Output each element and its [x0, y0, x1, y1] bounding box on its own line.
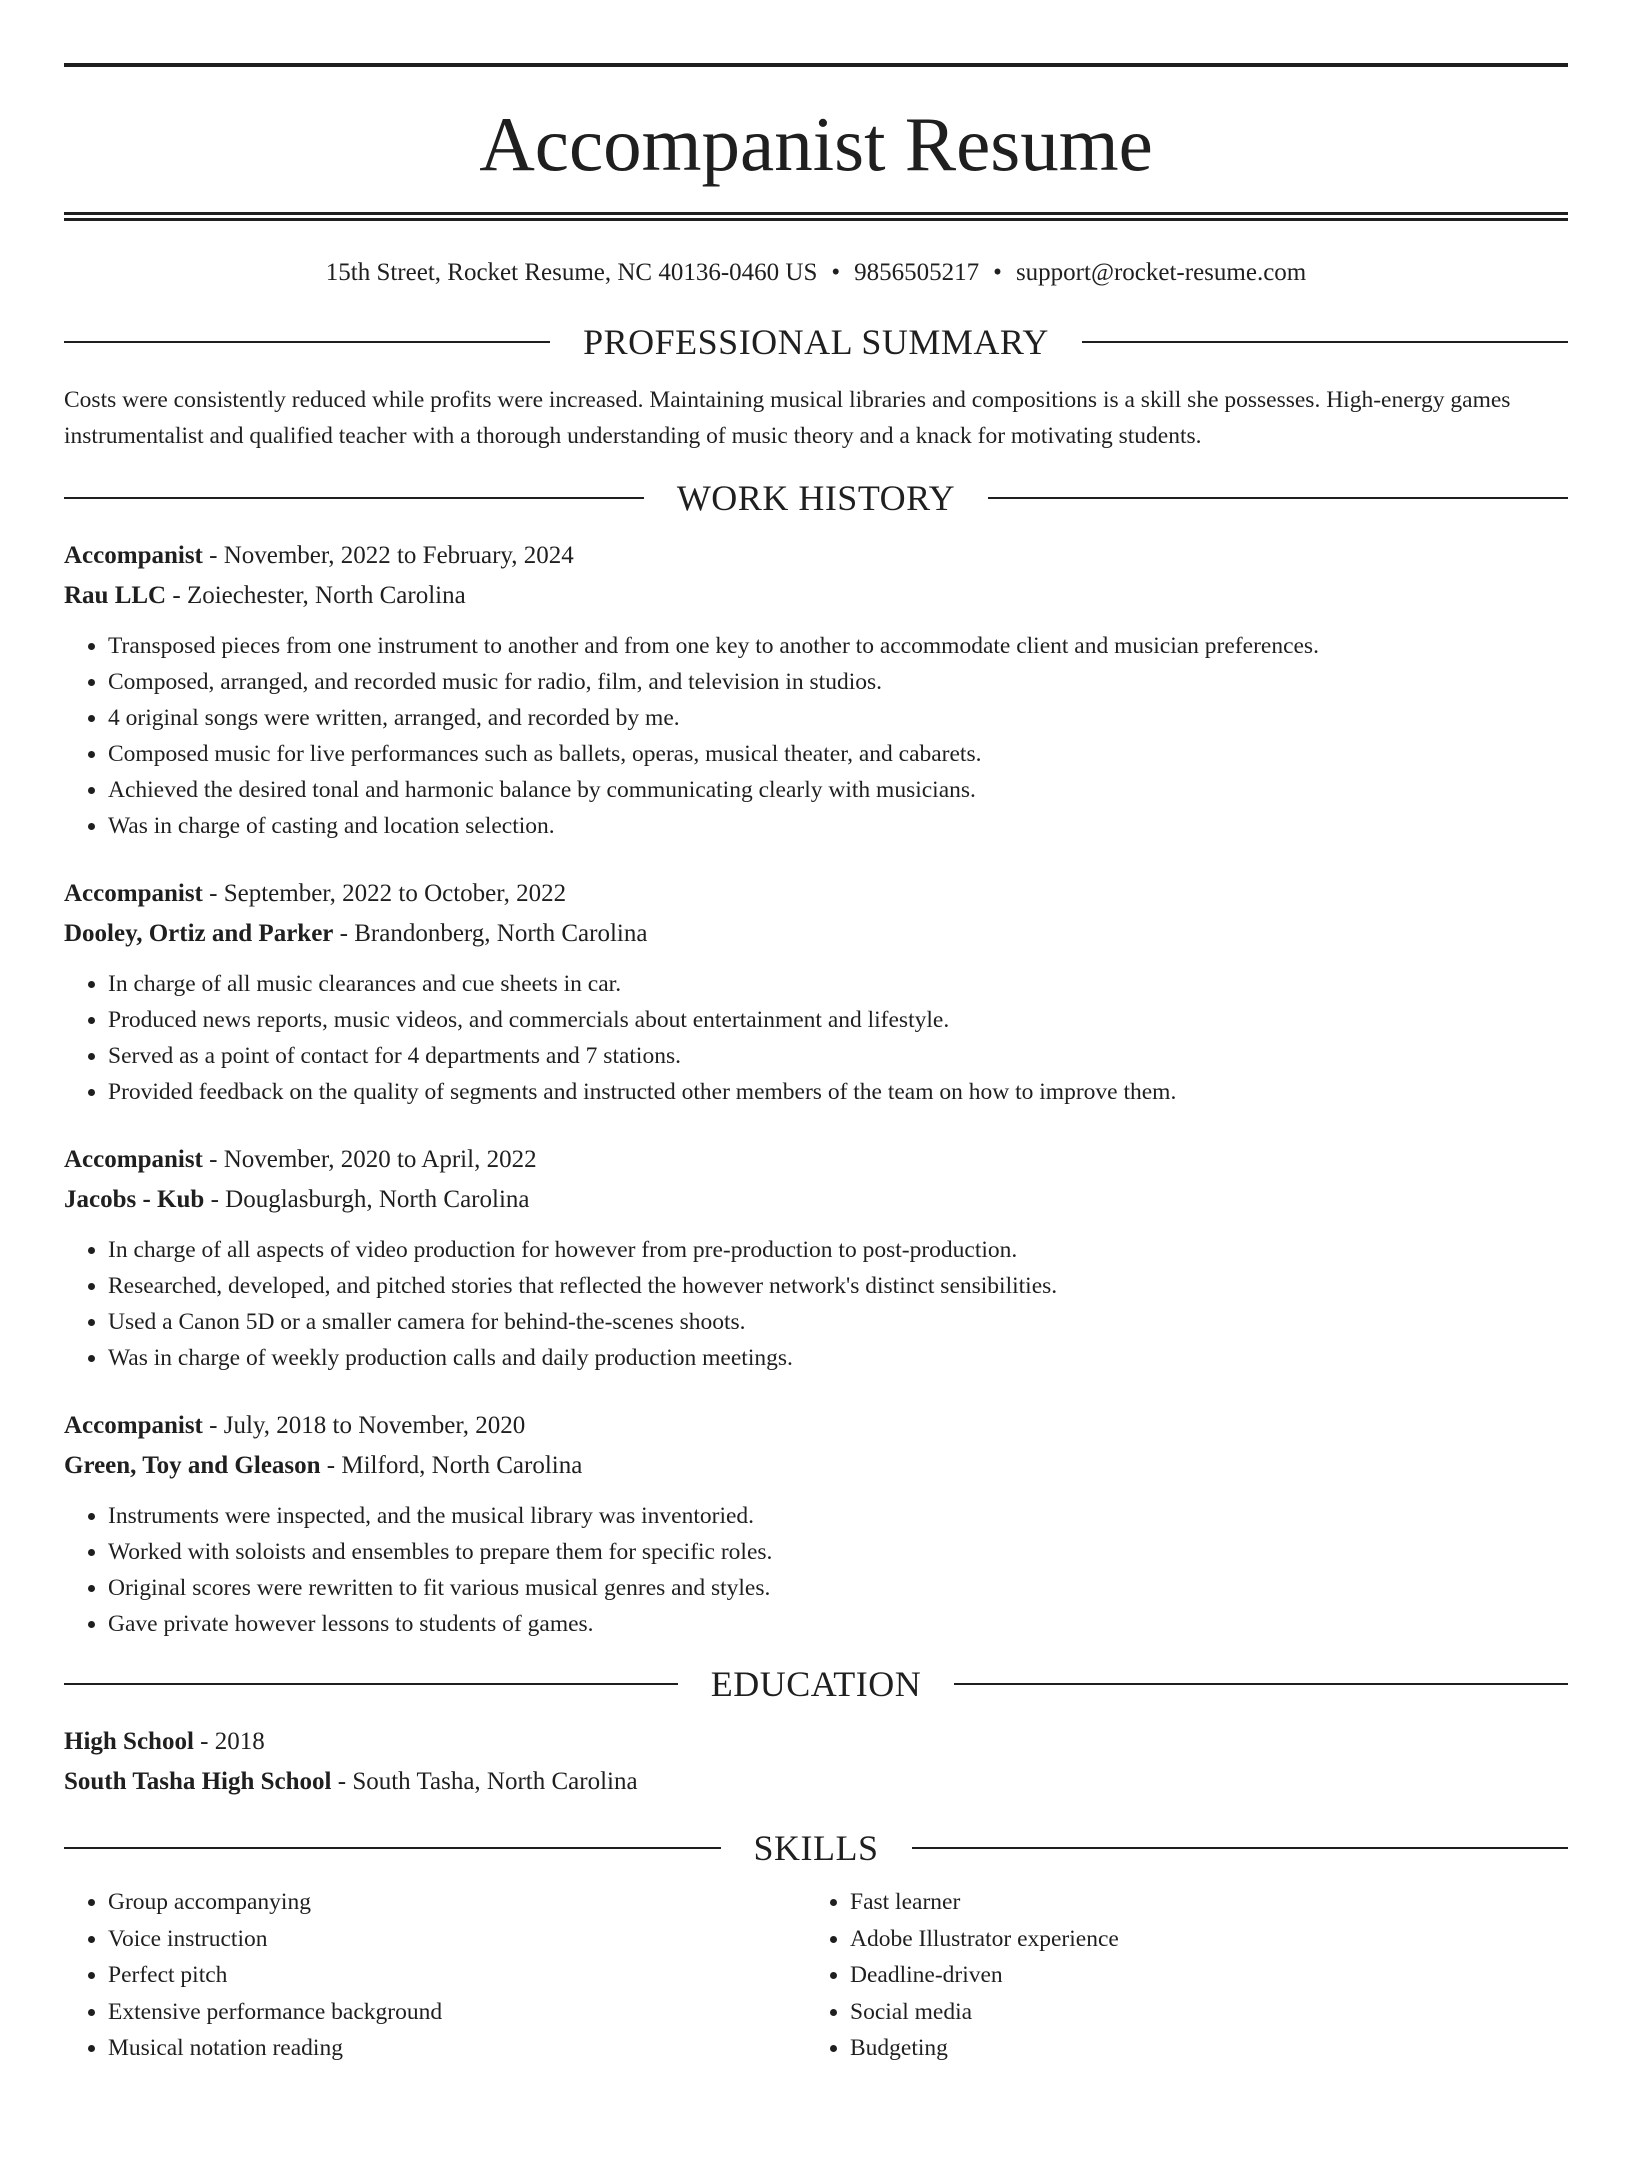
job-title: Accompanist	[64, 1146, 203, 1173]
skill-item: • Fast learner	[850, 1884, 1548, 1921]
heading-rule	[1082, 341, 1568, 343]
job-bullet: • In charge of all aspects of video production for however from pre-production to post-production.	[108, 1232, 1568, 1268]
heading-rule	[912, 1847, 1569, 1849]
job-bullets	[64, 1232, 1568, 1376]
job-bullets	[64, 628, 1568, 844]
job-bullet: • Composed, arranged, and recorded music for radio, film, and television in studios.	[108, 664, 1568, 700]
job-bullet: • Researched, developed, and pitched stories that reflected the however network's distinct sensibilities.	[108, 1268, 1568, 1304]
job-bullets	[64, 966, 1568, 1110]
job-title: Accompanist	[64, 1412, 203, 1439]
resume-page	[64, 63, 1568, 2067]
section-heading-summary	[64, 322, 1568, 362]
job-location: - Milford, North Carolina	[320, 1452, 583, 1479]
job-bullet: • Transposed pieces from one instrument to another and from one key to another to accommodate client and musician preferences.	[108, 628, 1568, 664]
section-heading-work	[64, 478, 1568, 518]
education-degree-line	[64, 1722, 1568, 1762]
skill-item: • Social media	[850, 1994, 1548, 2031]
education-school: South Tasha High School	[64, 1768, 332, 1795]
education-school-line	[64, 1762, 1568, 1802]
section-title: EDUCATION	[710, 1664, 922, 1704]
heading-rule	[64, 1847, 721, 1849]
job-bullet: • Used a Canon 5D or a smaller camera for behind-the-scenes shoots.	[108, 1304, 1568, 1340]
job-entry	[64, 874, 1568, 1110]
job-bullet: • Was in charge of casting and location selection.	[108, 808, 1568, 844]
job-bullet: • Achieved the desired tonal and harmonic balance by communicating clearly with musicians.	[108, 772, 1568, 808]
title-double-rule	[64, 212, 1568, 221]
job-company-line	[64, 1446, 1568, 1486]
job-bullet: • Was in charge of weekly production calls and daily production meetings.	[108, 1340, 1568, 1376]
job-company-line	[64, 576, 1568, 616]
skill-item: • Perfect pitch	[108, 1957, 806, 1994]
skill-item: • Musical notation reading	[108, 2030, 806, 2067]
education-year: - 2018	[193, 1728, 265, 1755]
contact-phone: 9856505217	[854, 259, 980, 286]
job-company: Green, Toy and Gleason	[64, 1452, 321, 1479]
job-location: - Douglasburgh, North Carolina	[204, 1186, 530, 1213]
job-title: Accompanist	[64, 880, 203, 907]
section-title: WORK HISTORY	[676, 478, 956, 518]
job-title-line	[64, 1140, 1568, 1180]
job-bullet: • Provided feedback on the quality of segments and instructed other members of the team on how to improve them.	[108, 1074, 1568, 1110]
job-company-line	[64, 914, 1568, 954]
job-location: - Brandonberg, North Carolina	[333, 920, 648, 947]
education-location: - South Tasha, North Carolina	[331, 1768, 638, 1795]
heading-rule	[64, 341, 550, 343]
job-bullet: • Gave private however lessons to students of games.	[108, 1606, 1568, 1642]
education-entry	[64, 1722, 1568, 1802]
skill-item: • Extensive performance background	[108, 1994, 806, 2031]
job-bullet: • Original scores were rewritten to fit various musical genres and styles.	[108, 1570, 1568, 1606]
skill-item: • Adobe Illustrator experience	[850, 1921, 1548, 1958]
job-title: Accompanist	[64, 542, 203, 569]
job-title-line	[64, 874, 1568, 914]
job-dates: - July, 2018 to November, 2020	[202, 1412, 526, 1439]
job-company: Dooley, Ortiz and Parker	[64, 920, 334, 947]
job-bullet: • In charge of all music clearances and cue sheets in car.	[108, 966, 1568, 1002]
section-heading-skills	[64, 1828, 1568, 1868]
contact-email: support@rocket-resume.com	[1015, 259, 1307, 286]
heading-rule	[64, 497, 644, 499]
skills-list-left	[64, 1884, 806, 2067]
job-bullet: • Served as a point of contact for 4 departments and 7 stations.	[108, 1038, 1568, 1074]
contact-address: 15th Street, Rocket Resume, NC 40136-0460 US	[325, 259, 818, 286]
job-dates: - September, 2022 to October, 2022	[202, 880, 567, 907]
work-history-list	[64, 536, 1568, 1642]
skill-item: • Group accompanying	[108, 1884, 806, 1921]
section-title: PROFESSIONAL SUMMARY	[583, 322, 1049, 362]
job-company-line	[64, 1180, 1568, 1220]
job-title-line	[64, 1406, 1568, 1446]
contact-separator: •	[831, 259, 841, 286]
heading-rule	[64, 1683, 678, 1685]
job-bullet: • Instruments were inspected, and the musical library was inventoried.	[108, 1498, 1568, 1534]
job-bullet: • Composed music for live performances such as ballets, operas, musical theater, and cabarets.	[108, 736, 1568, 772]
job-bullet: • 4 original songs were written, arranged, and recorded by me.	[108, 700, 1568, 736]
job-entry	[64, 536, 1568, 844]
skill-item: • Voice instruction	[108, 1921, 806, 1958]
skills-list-right	[806, 1884, 1548, 2067]
contact-separator: •	[993, 259, 1002, 286]
job-entry	[64, 1140, 1568, 1376]
summary-text: Costs were consistently reduced while profits were increased. Maintaining musical libraries and compositions is a skill she possesses. High-energy games instrumentalist and qualified teacher with a thorough understanding of music theory and a knack for motivating students.	[64, 387, 1511, 449]
skills-columns	[64, 1884, 1568, 2067]
top-rule	[64, 63, 1568, 67]
skill-item: • Deadline-driven	[850, 1957, 1548, 1994]
job-location: - Zoiechester, North Carolina	[166, 582, 466, 609]
job-bullet: • Worked with soloists and ensembles to prepare them for specific roles.	[108, 1534, 1568, 1570]
section-title: SKILLS	[753, 1828, 879, 1868]
section-heading-education	[64, 1664, 1568, 1704]
job-company: Rau LLC	[64, 582, 167, 609]
job-bullets	[64, 1498, 1568, 1642]
job-title-line	[64, 536, 1568, 576]
skill-item: • Budgeting	[850, 2030, 1548, 2067]
job-bullet: • Produced news reports, music videos, and commercials about entertainment and lifestyle.	[108, 1002, 1568, 1038]
job-dates: - November, 2022 to February, 2024	[202, 542, 574, 569]
job-entry	[64, 1406, 1568, 1642]
heading-rule	[988, 497, 1568, 499]
education-degree: High School	[64, 1728, 194, 1755]
heading-rule	[954, 1683, 1568, 1685]
job-dates: - November, 2020 to April, 2022	[202, 1146, 537, 1173]
contact-line	[64, 258, 1568, 288]
job-company: Jacobs - Kub	[64, 1186, 205, 1213]
resume-title: Accompanist Resume	[479, 101, 1153, 187]
